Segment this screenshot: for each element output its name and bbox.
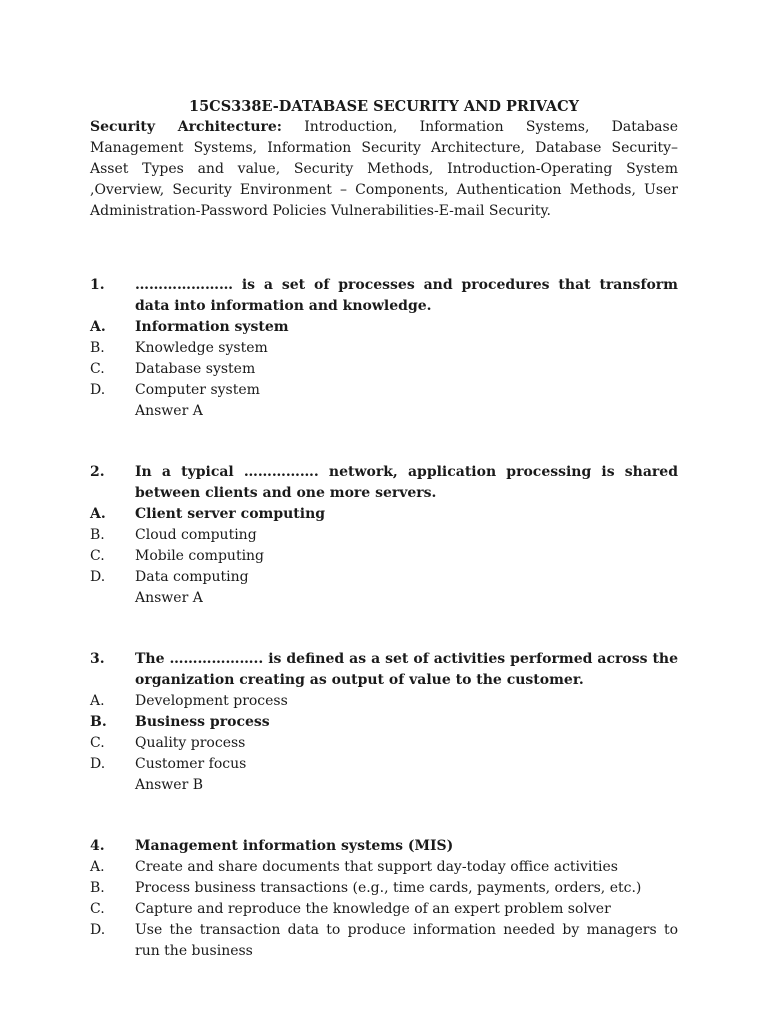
option-2-a <box>90 504 678 525</box>
option-letter: B. <box>90 714 107 730</box>
option-letter: D. <box>90 756 106 772</box>
question-1 <box>90 275 678 422</box>
option-1-c <box>90 359 678 380</box>
question-number: 4. <box>90 838 105 854</box>
document-title: 15CS338E-DATABASE SECURITY AND PRIVACY <box>188 98 579 115</box>
question-text: ………………… is a set of processes and procedures that transform data into information and knowledge. <box>135 277 678 314</box>
option-letter: A. <box>90 859 105 875</box>
syllabus-intro <box>90 117 678 222</box>
question-list <box>90 275 678 962</box>
option-text: Knowledge system <box>135 340 268 356</box>
syllabus-lead: Security Architecture: <box>90 119 282 135</box>
option-letter: C. <box>90 901 105 917</box>
option-4-a <box>90 857 678 878</box>
option-text: Business process <box>135 714 270 730</box>
option-text: Development process <box>135 693 288 709</box>
option-text: Customer focus <box>135 756 247 772</box>
option-letter: A. <box>90 319 106 335</box>
question-3 <box>90 649 678 796</box>
option-2-b <box>90 525 678 546</box>
option-1-a <box>90 317 678 338</box>
option-2-d <box>90 567 678 588</box>
question-text: Management information systems (MIS) <box>135 838 454 854</box>
option-letter: C. <box>90 735 105 751</box>
question-text: In a typical ……………. network, application processing is shared between clients and one more servers. <box>135 464 678 501</box>
question-2 <box>90 462 678 609</box>
option-3-b <box>90 712 678 733</box>
option-text: Create and share documents that support day-today office activities <box>135 859 618 875</box>
option-text: Information system <box>135 319 289 335</box>
option-letter: B. <box>90 880 105 896</box>
question-text: The ……………….. is defined as a set of activities performed across the organization creating as output of value to the customer. <box>135 651 678 688</box>
syllabus-body: Introduction, Information Systems, Database Management Systems, Information Security Architecture, Database Security–Asset Types and value, Security Methods, Introduction-Operating System ,Overview, Security Environment – Components, Authentication Methods, User Administration-Password Policies Vulnerabilities-E-mail Security. <box>90 119 678 219</box>
question-number: 3. <box>90 651 105 667</box>
document-page <box>90 96 678 962</box>
answer-key: Answer A <box>135 590 203 606</box>
option-3-a <box>90 691 678 712</box>
option-letter: D. <box>90 382 106 398</box>
question-stem <box>90 836 678 857</box>
option-text: Cloud computing <box>135 527 257 543</box>
option-text: Process business transactions (e.g., time cards, payments, orders, etc.) <box>135 880 642 896</box>
option-letter: B. <box>90 340 105 356</box>
option-letter: C. <box>90 548 105 564</box>
option-letter: D. <box>90 922 106 938</box>
option-letter: B. <box>90 527 105 543</box>
option-text: Quality process <box>135 735 246 751</box>
question-stem <box>90 275 678 317</box>
question-stem <box>90 649 678 691</box>
option-text: Data computing <box>135 569 249 585</box>
option-text: Computer system <box>135 382 260 398</box>
question-number: 1. <box>90 277 105 293</box>
option-letter: D. <box>90 569 106 585</box>
option-1-d <box>90 380 678 401</box>
option-text: Mobile computing <box>135 548 265 564</box>
option-text: Database system <box>135 361 256 377</box>
option-4-d <box>90 920 678 962</box>
option-letter: A. <box>90 693 105 709</box>
answer-key: Answer A <box>135 403 203 419</box>
option-text: Use the transaction data to produce information needed by managers to run the business <box>135 922 678 959</box>
option-letter: C. <box>90 361 105 377</box>
question-stem <box>90 462 678 504</box>
answer-key: Answer B <box>135 777 204 793</box>
question-number: 2. <box>90 464 105 480</box>
option-text: Capture and reproduce the knowledge of an expert problem solver <box>135 901 611 917</box>
option-letter: A. <box>90 506 106 522</box>
option-1-b <box>90 338 678 359</box>
option-4-b <box>90 878 678 899</box>
question-4 <box>90 836 678 962</box>
option-3-d <box>90 754 678 775</box>
option-2-c <box>90 546 678 567</box>
option-3-c <box>90 733 678 754</box>
option-4-c <box>90 899 678 920</box>
option-text: Client server computing <box>135 506 326 522</box>
